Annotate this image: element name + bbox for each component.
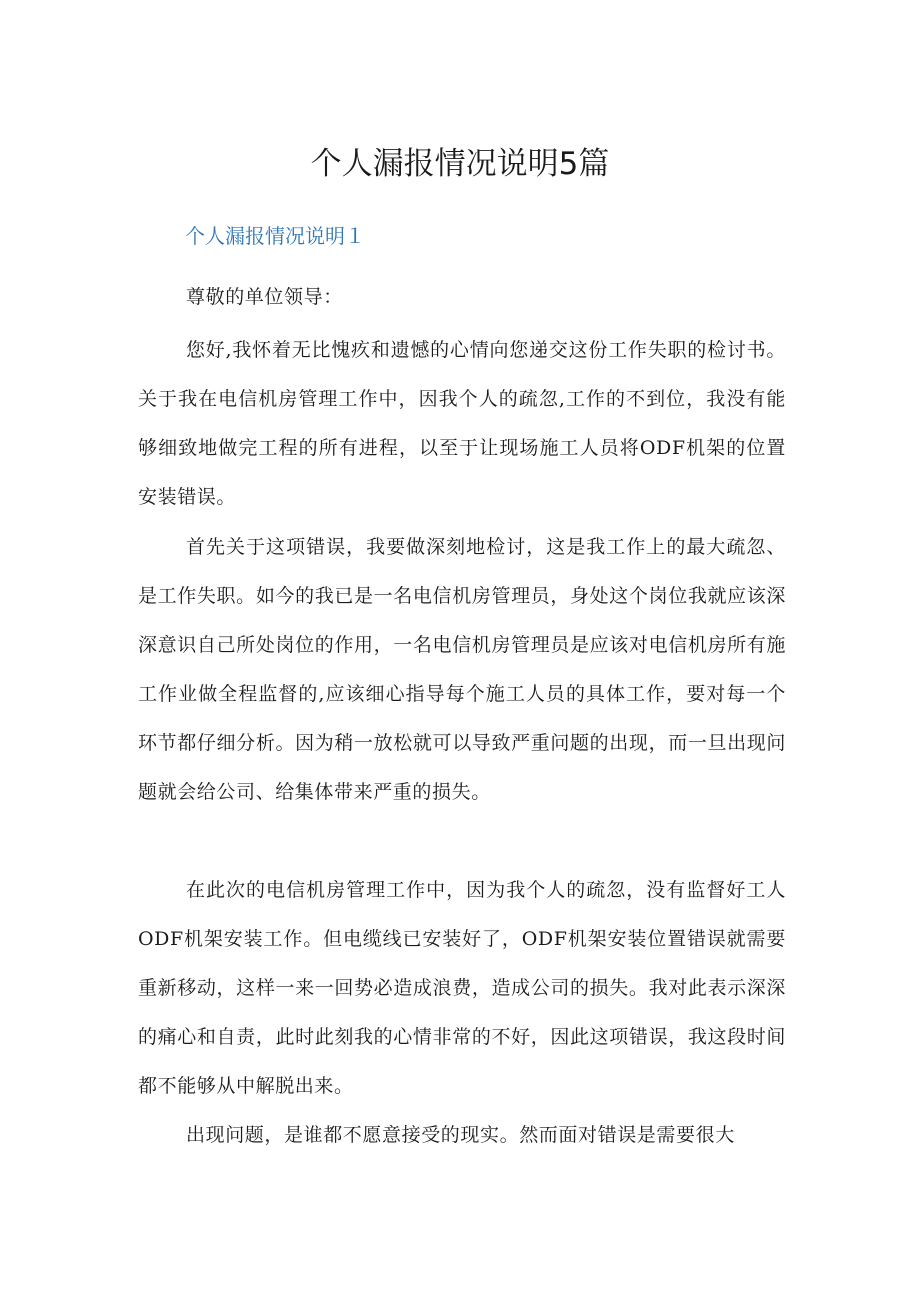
paragraph: 在此次的电信机房管理工作中，因为我个人的疏忽，没有监督好工人ODF机架安装工作。但电缆线已安装好了，ODF机架安装位置错误就需要重新移动，这样一来一回势必造成浪费，造成公司的损失。我对此表示深深的痛心和自责，此时此刻我的心情非常的不好，因此这项错误，我这段时间都不能够从中解脱出来。 [138,879,786,1097]
salutation: 尊敬的单位领导： [186,286,343,308]
document-title: 个人漏报情况说明5篇 [310,146,610,182]
paragraph: 首先关于这项错误，我要做深刻地检讨，这是我工作上的最大疏忽、是工作失职。如今的我已是一名电信机房管理员，身处这个岗位我就应该深深意识自己所处岗位的作用，一名电信机房管理员是应该对电信机房所有施工作业做全程监督的,应该细心指导每个施工人员的具体工作，要对每一个环节都仔细分析。因为稍一放松就可以导致严重问题的出现，而一旦出现问题就会给公司、给集体带来严重的损失。 [138,536,786,803]
paragraph: 出现问题，是谁都不愿意接受的现实。然而面对错误是需要很大 [186,1124,735,1146]
section-heading: 个人漏报情况说明１ [185,224,365,248]
paragraph: 您好,我怀着无比愧疚和遗憾的心情向您递交这份工作失职的检讨书。关于我在电信机房管理工作中，因我个人的疏忽,工作的不到位，我没有能够细致地做完工程的所有进程，以至于让现场施工人员将ODF机架的位置安装错误。 [138,339,786,508]
